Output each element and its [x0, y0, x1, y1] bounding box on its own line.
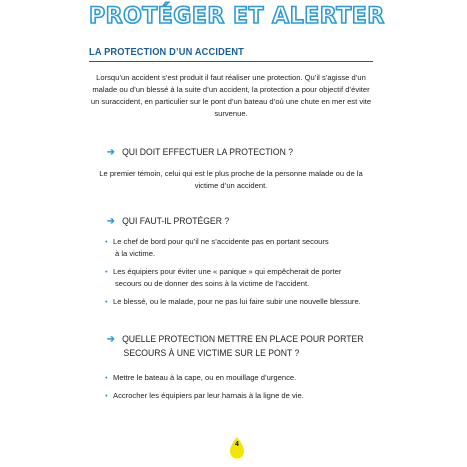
page-title: PROTÉGER ET ALERTER [89, 4, 385, 29]
list-item [105, 266, 361, 290]
protect-list [105, 236, 361, 314]
intro-line: malade ou d’un blessé à la suite d’un accident, la protection a pour objectif d’éviter [92, 85, 370, 94]
question-what-protection [107, 332, 363, 359]
arrow-right-icon: ➔ [107, 334, 115, 345]
list-item-text: secours ou de donner des soins à la victime de l’accident. [115, 279, 310, 288]
answer-line: Le premier témoin, celui qui est le plus proche de la personne malade ou de la [99, 169, 363, 178]
question-text: QUI FAUT-IL PROTÉGER ? [122, 215, 230, 226]
list-item-text: • Les équipiers pour éviter une « panique » qui empêcherait de porter [113, 267, 342, 276]
question-text: QUELLE PROTECTION METTRE EN PLACE POUR PORTER [122, 333, 364, 344]
intro-line: survenue. [214, 109, 248, 118]
list-item-text: • Accrocher les équipiers par leur harnais à la ligne de vie. [113, 391, 304, 400]
intro-line: un suraccident, en particulier sur le pont d’un bateau d’où une chute en mer est vite [90, 97, 372, 106]
list-item [105, 236, 361, 260]
question-text: SECOURS À UNE VICTIME SUR LE PONT ? [123, 347, 300, 358]
answer-who-paragraph [89, 168, 373, 192]
page-number: 4 [235, 441, 239, 448]
page-number-badge [229, 437, 245, 459]
list-item [105, 372, 304, 384]
intro-paragraph [89, 72, 373, 120]
section-divider [89, 61, 373, 62]
list-item-text: à la victime. [115, 249, 156, 258]
intro-line: Lorsqu’un accident s’est produit il faut réaliser une protection. Qu’il s’agisse d’un [96, 73, 366, 82]
list-item-text: • Mettre le bateau à la cape, ou en mouillage d’urgence. [113, 373, 297, 382]
arrow-right-icon: ➔ [107, 147, 115, 158]
section-heading: LA PROTECTION D’UN ACCIDENT [89, 46, 244, 58]
list-item-text: • Le blessé, ou le malade, pour ne pas lui faire subir une nouvelle blessure. [113, 297, 361, 306]
answer-line: victime d’un accident. [194, 181, 268, 190]
question-text: QUI DOIT EFFECTUER LA PROTECTION ? [122, 146, 294, 157]
question-whom-to-protect [107, 214, 229, 228]
list-item [105, 390, 304, 402]
arrow-right-icon: ➔ [107, 216, 115, 227]
list-item-text: • Le chef de bord pour qu’il ne s’accidente pas en portant secours [113, 237, 329, 246]
measures-list [105, 372, 304, 408]
question-who-protects [107, 145, 293, 159]
list-item [105, 296, 361, 308]
